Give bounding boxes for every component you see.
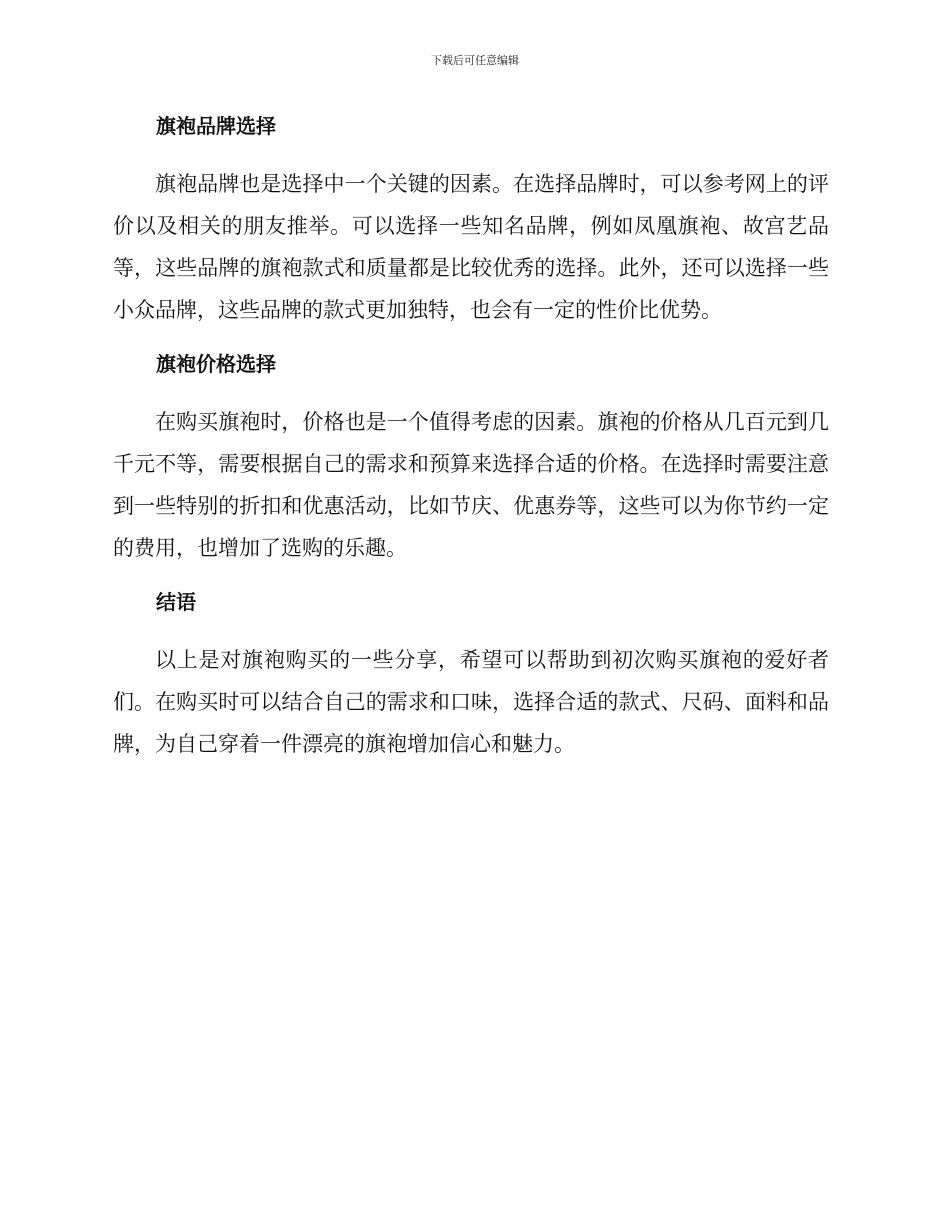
section-conclusion (113, 585, 829, 765)
section-title: 旗袍价格选择 (156, 352, 276, 376)
section-price-selection (113, 347, 829, 569)
section-paragraph: 旗袍品牌也是选择中一个关键的因素。在选择品牌时，可以参考网上的评价以及相关的朋友推举。可以选择一些知名品牌，例如凤凰旗袍、故宫艺品等，这些品牌的旗袍款式和质量都是比较优秀的选择。此外，还可以选择一些小众品牌，这些品牌的款式更加独特，也会有一定的性价比优势。 (113, 172, 829, 322)
section-title: 旗袍品牌选择 (156, 114, 276, 138)
section-brand-selection (113, 109, 829, 331)
section-paragraph: 在购买旗袍时，价格也是一个值得考虑的因素。旗袍的价格从几百元到几千元不等，需要根据自己的需求和预算来选择合适的价格。在选择时需要注意到一些特别的折扣和优惠活动，比如节庆、优惠券等，这些可以为你节约一定的费用，也增加了选购的乐趣。 (113, 410, 829, 560)
section-paragraph: 以上是对旗袍购买的一些分享，希望可以帮助到初次购买旗袍的爱好者们。在购买时可以结合自己的需求和口味，选择合适的款式、尺码、面料和品牌，为自己穿着一件漂亮的旗袍增加信心和魅力。 (113, 648, 829, 756)
section-title: 结语 (156, 590, 196, 614)
document-content (113, 109, 829, 781)
header-note: 下载后可任意编辑 (431, 54, 519, 67)
